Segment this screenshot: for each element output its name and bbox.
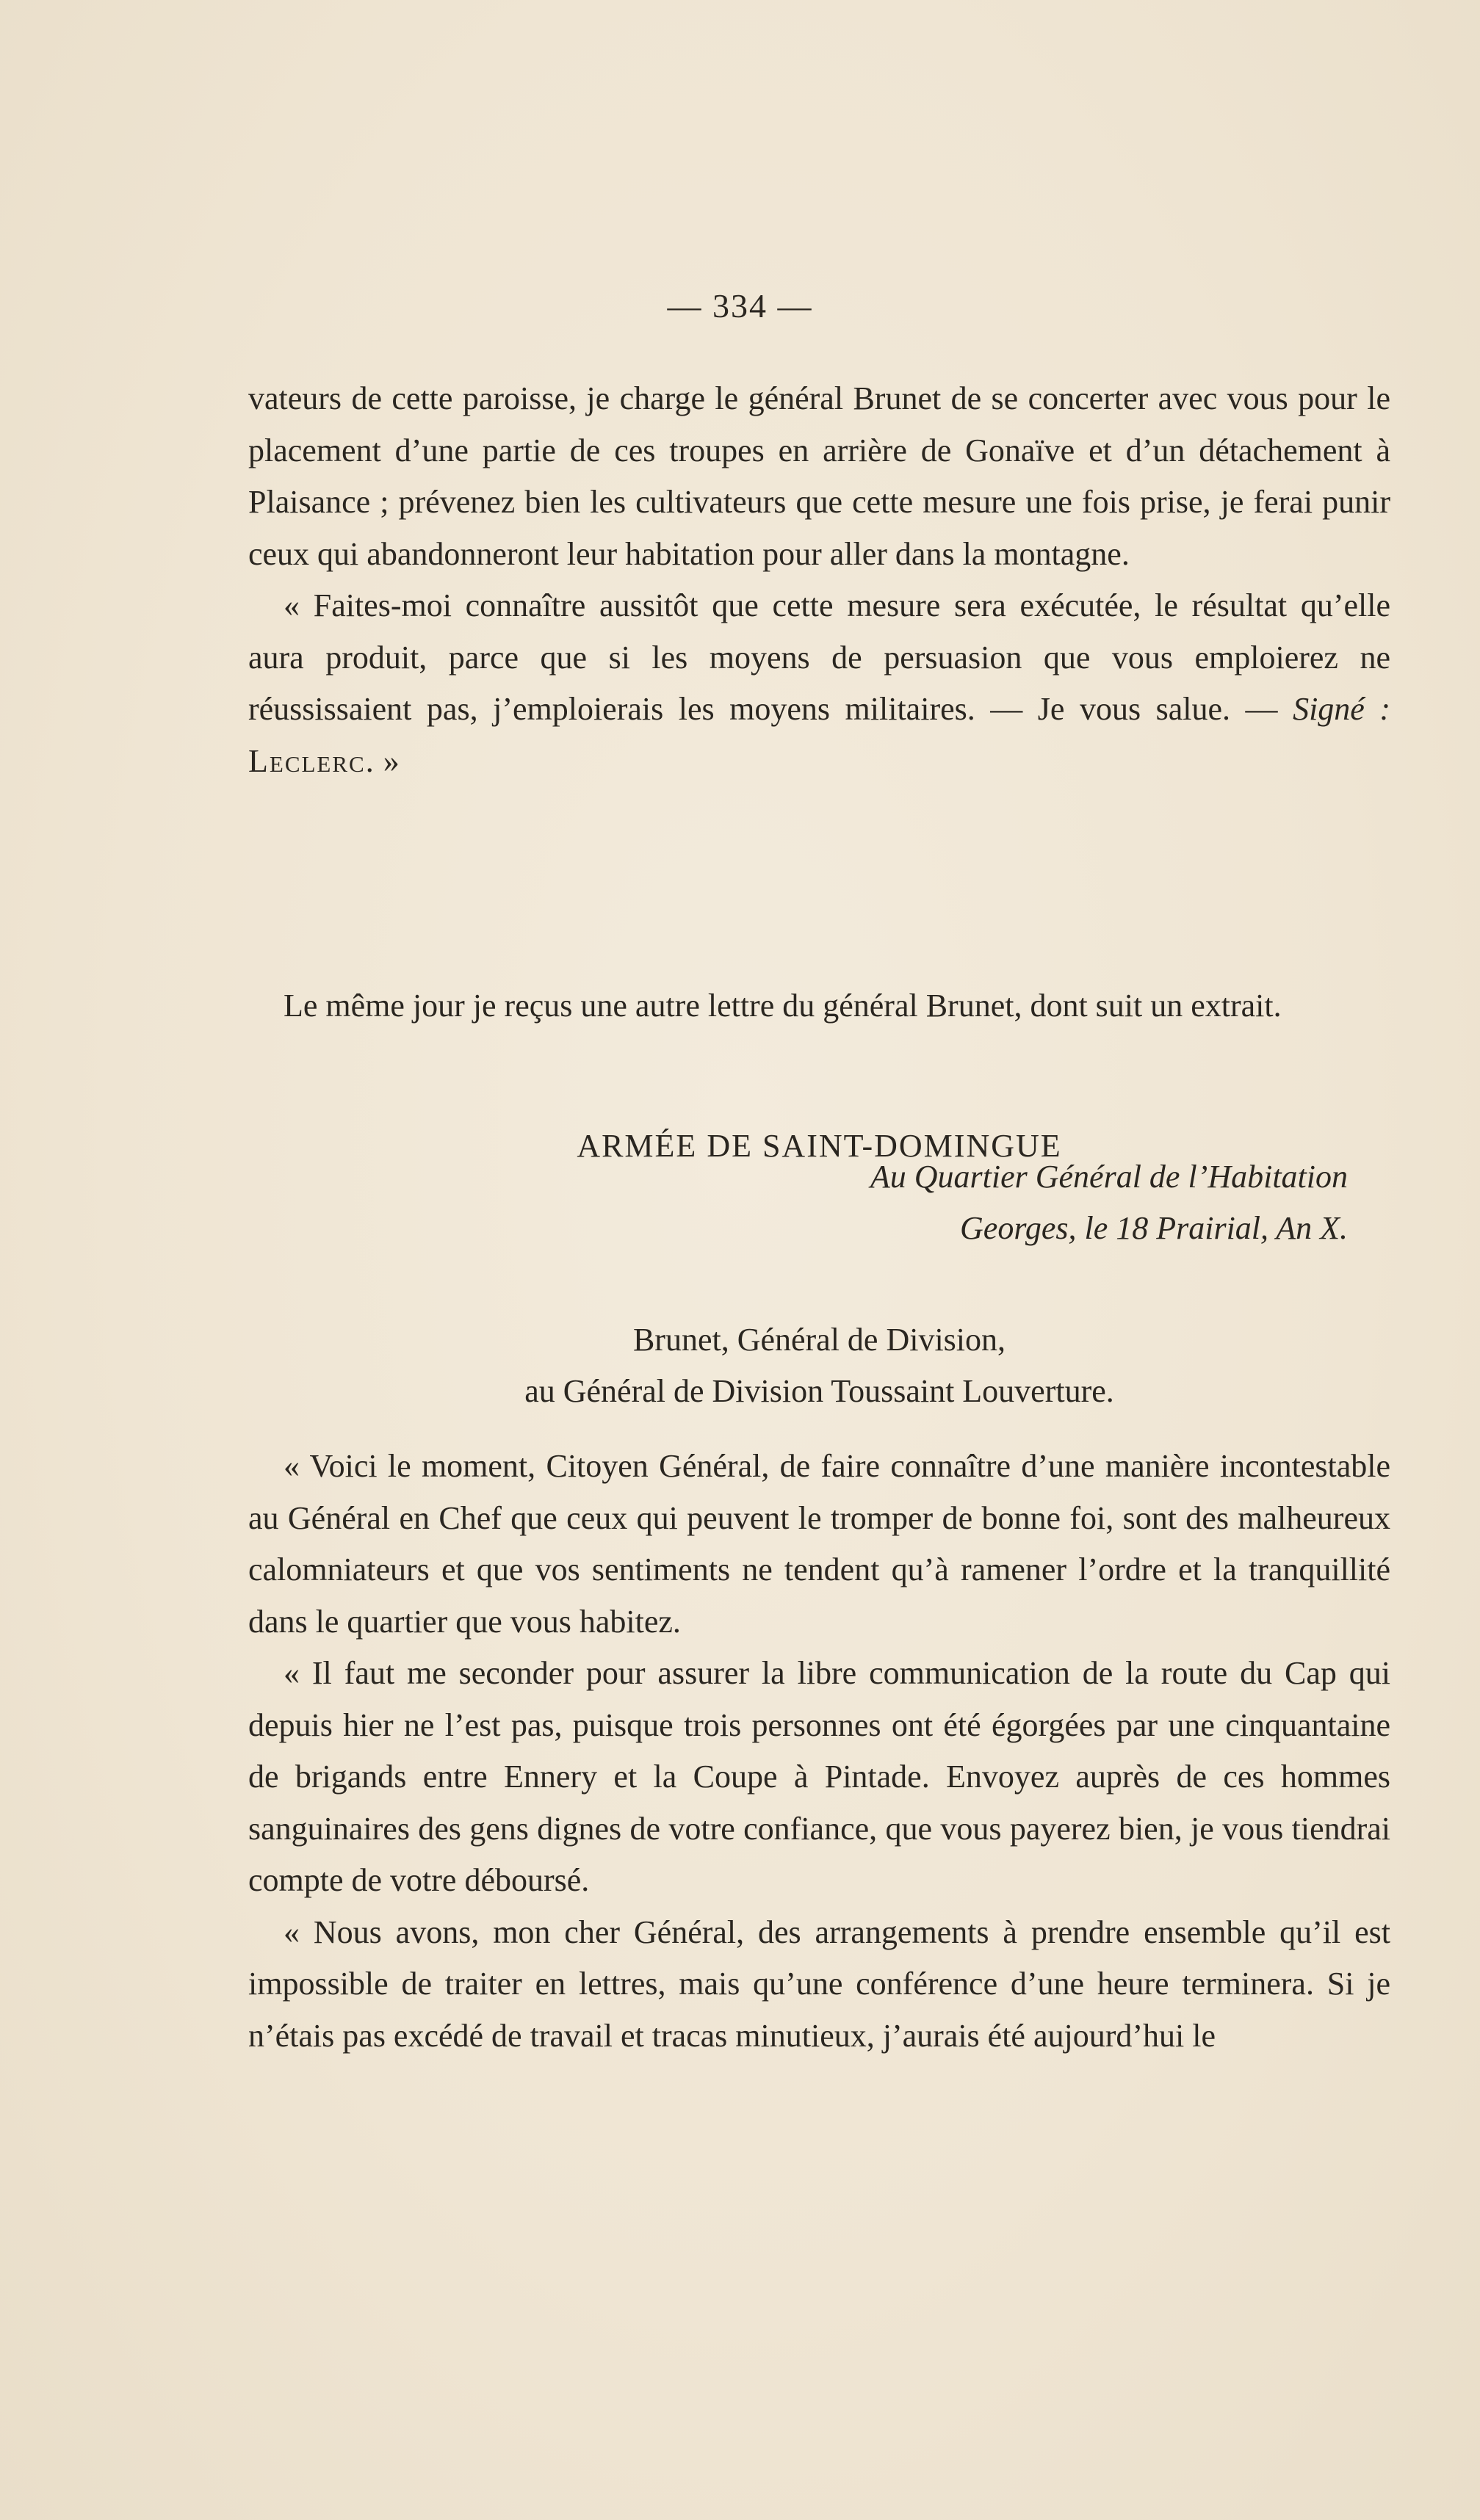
letter-address	[248, 1314, 1390, 1417]
dateline-line-1: Au Quartier Général de l’Habitation	[870, 1159, 1348, 1195]
paragraph-brunet-3: « Nous avons, mon cher Général, des arrangements à prendre ensemble qu’il est impossible de traiter en lettres, mais qu’une conférence d’une heure terminera. Si je n’étais pas excédé de travail et tracas minutieux, j’aurais été aujourd’hui le	[248, 1913, 1390, 2054]
leclerc-closing-text: « Faites-moi connaître aussitôt que cette mesure sera exécutée, le résultat qu’elle aura produit, parce que si les moyens de persuasion que vous emploierez ne réussissaient pas, j’emploierais les moyens militaires. — Je vous salue. —	[248, 587, 1390, 727]
address-line-1: Brunet, Général de Division,	[632, 1322, 1006, 1358]
closing-quote: »	[375, 742, 400, 779]
letter-brunet-text	[248, 1441, 1390, 2062]
signature-leclerc: Leclerc.	[248, 742, 375, 779]
paragraph-brunet-2: « Il faut me seconder pour assurer la libre communication de la route du Cap qui depuis hier ne l’est pas, puisque trois personnes ont été égorgées par une cinquantaine de brigands entre Ennery et la Coupe à Pintade. Envoyez auprès de ces hommes sanguinaires des gens dignes de votre confiance, que vous payerez bien, je vous tiendrai compte de votre déboursé.	[248, 1655, 1390, 1898]
paragraph-continuation: vateurs de cette paroisse, je charge le général Brunet de se concerter avec vous pour le placement d’une partie de ces troupes en arrière de Gonaïve et d’un détachement à Plaisance ; prévenez bien les cultivateurs que cette mesure une fois prise, je ferai punir ceux qui abandonneront leur habitation pour aller dans la montagne.	[248, 380, 1390, 572]
page-number: — 334 —	[667, 287, 813, 325]
paragraph-leclerc-closing	[248, 580, 1390, 787]
letter-leclerc-text	[248, 373, 1390, 787]
address-line-2: au Général de Division Toussaint Louverture.	[524, 1373, 1114, 1409]
letter-dateline	[870, 1151, 1348, 1254]
paragraph-narration: Le même jour je reçus une autre lettre du général Brunet, dont suit un extrait.	[284, 988, 1282, 1024]
paragraph-brunet-1: « Voici le moment, Citoyen Général, de faire connaître d’une manière incontestable au Général en Chef que ceux qui peuvent le tromper de bonne foi, sont des malheureux calomniateurs et que vos sentiments ne tendent qu’à ramener l’ordre et la tranquillité dans le quartier que vous habitez.	[248, 1448, 1390, 1640]
signed-label: Signé :	[1293, 691, 1390, 727]
letter-heading: ARMÉE DE SAINT-DOMINGUE	[577, 1128, 1062, 1164]
dateline-line-2: Georges, le 18 Prairial, An X.	[960, 1210, 1348, 1246]
